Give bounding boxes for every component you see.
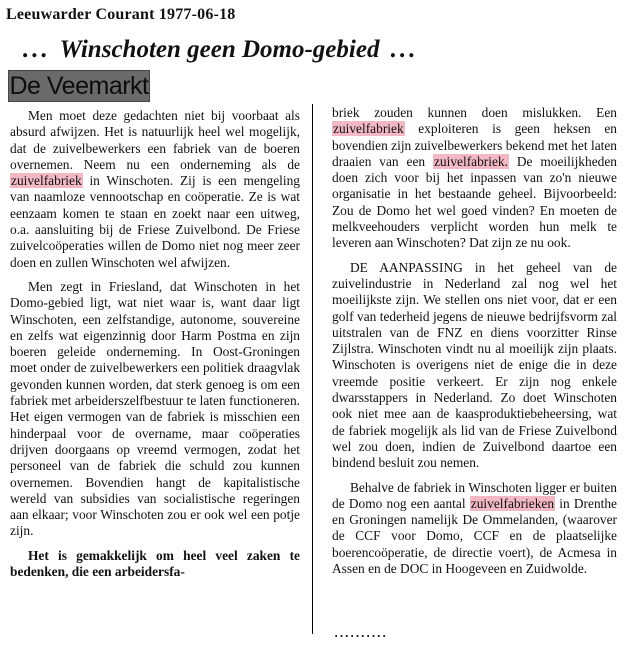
right-paragraph-1 (332, 105, 617, 252)
right-p1-before: Een (596, 105, 617, 120)
right-column (332, 105, 617, 585)
right-p1-lead: briek zouden kunnen doen mislukken. (332, 105, 582, 120)
highlight-zuivelfabriek: zuivelfabriek (11, 173, 82, 189)
left-paragraph-3: Het is gemakkelijk om heel veel zaken te bedenken, die een arbeidersfa- (10, 547, 300, 580)
headline-leading-dots: ... (22, 36, 50, 63)
left-paragraph-1 (10, 108, 300, 271)
left-p1-after: in Winschoten. Zij is een mengeling van naamloze vennootschap en coöperatie. Ze is wat eenzaam komen te staan en zoekt naar een uitweg, o.a. aansluiting bij de Friese Zuivelbond. De Friese zuivelcoöperaties willen de Domo niet nog meer zeer doen en zullen Winschoten wel afwijzen. (10, 173, 300, 270)
highlight-zuivelfabriek: zuivelfabriek. (433, 153, 508, 169)
right-p1-middle: exploiteren is geen heksen en bovendien zijn zuivelbewerkers bekend met het laten draaien van een (332, 121, 617, 169)
right-p3-after: in Drenthe en Groningen namelijk De Ommelanden, (waarover de CCF voor Domo, CCF en de plaatselijke boerencoöperatie, de directie voert), de Acmesa in Assen en de DOC in Hoogeveen en Zuidwolde. (332, 495, 617, 577)
right-p3-before: Behalve de fabriek in Winschoten ligger er buiten de Domo nog een aantal (332, 479, 617, 511)
highlight-zuivelfabriek: zuivelfabriek (333, 121, 404, 137)
right-paragraph-2: DE AANPASSING in het geheel van de zuivelindustrie in Nederland zal nog wel het moeilijkste zijn. We stellen ons niet voor, dat er een golf van tederheid jegens de nieuwe bedrijfsvorm zal uitstralen van de FNZ en diens voorzitter Rinse Zijlstra. Winschoten vindt nu al moeilijk zijn plaats. Winschoten is overigens niet de enige die in deze vreemde positie verkeert. Er zijn nog enkele dwarsstappers in Nederland. Zo doet Winschoten ook niet mee aan de kaasproduktiebeheersing, wat de fabriek mogelijk als lid van de Friese Zuivelbond wel zou doen, indien de Zuivelbond daartoe een bindend besluit zou nemen. (332, 259, 617, 471)
column-badge: De Veemarkt (9, 72, 149, 100)
headline-trailing-dots: ... (389, 36, 418, 63)
left-paragraph-2: Men zegt in Friesland, dat Winschoten in het Domo-gebied ligt, wat niet waar is, want daar ligt Winschoten, een zelfstandige, autonome, souvereine en zelfs wat eigenzinnig door Harm Postma en zijn boeren geleide onderneming. In Oost-Groningen moet onder de zuivelbewerkers een politiek draagvlak gevonden kunnen worden, dat sterk genoeg is om een fabriek met arbeiderszelfbestuur te laten functioneren. Het eigen vermogen van de fabriek is misschien een hinderpaal voor de overname, maar coöperaties drijven doorgaans op vreemd vermogen, zodat het personeel van de fabriek die schuld zou kunnen overnemen. Bovendien hangt de kapitalistische wereld van subsidies van socialistische regeringen aan elkaar; voor Winschoten zou er ook wel een potje zijn. (10, 278, 301, 539)
headline (18, 36, 618, 64)
source-line: Leeuwarder Courant 1977-06-18 (6, 6, 236, 23)
column-divider (312, 104, 313, 634)
left-column (10, 108, 300, 588)
right-paragraph-3 (332, 480, 617, 578)
right-p1-after: De moeilijkheden doen zich voor bij het inpassen van zo'n nieuwe organisatie in het bestaande geheel. Bijvoorbeeld: Zou de Domo het wel goed vinden? En moeten de melkveehouders verplicht worden hun melk te leveren aan Winschoten? Dat zijn ze nu ook. (332, 153, 617, 251)
headline-title: Winschoten geen Domo-gebied (59, 36, 380, 63)
highlight-zuivelfabrieken: zuivelfabrieken (470, 495, 555, 511)
left-p1-before: Men moet deze gedachten niet bij voorbaat als absurd afwijzen. Het is natuurlijk heel wel mogelijk, dat de zuivelbewerkers een fabriek van de boeren overnemen. Neem nu een onderneming als de (10, 108, 300, 172)
cut-line-dots: ·········· (334, 628, 388, 643)
